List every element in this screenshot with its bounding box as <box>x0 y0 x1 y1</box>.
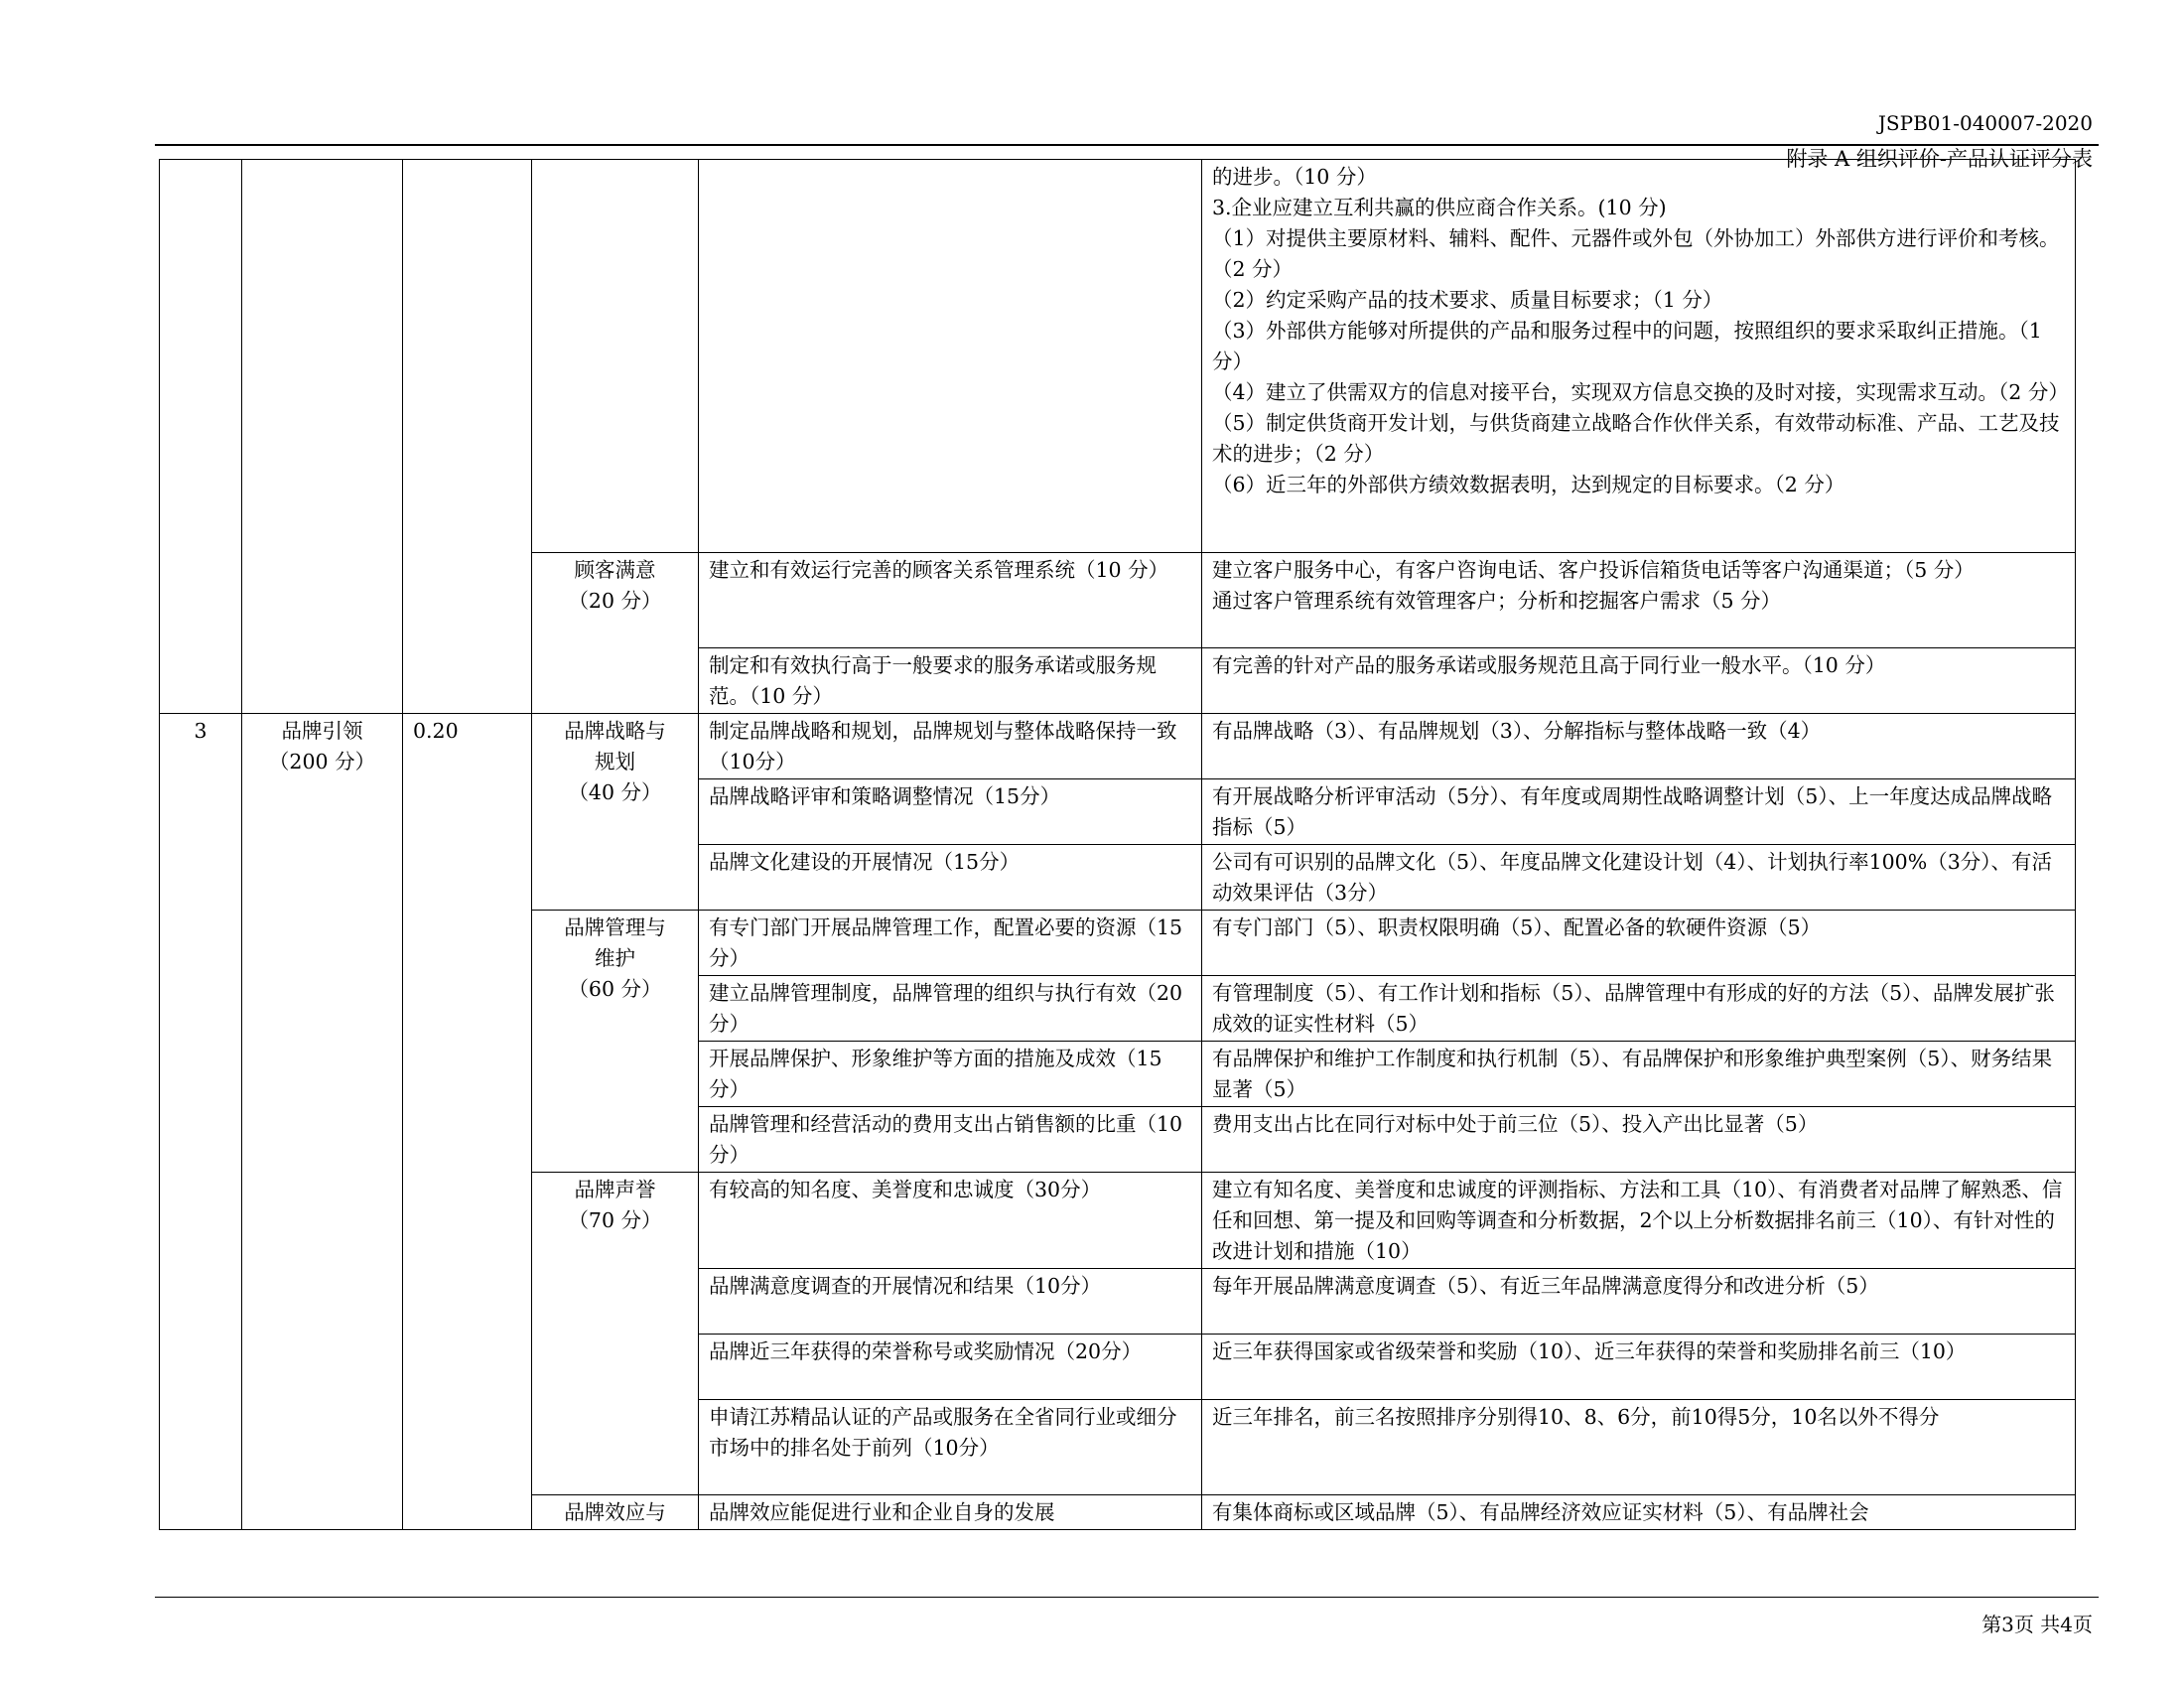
scoring-cell <box>1202 553 2076 648</box>
scoring-line: 的进步。（10 分） <box>1212 165 1377 189</box>
scoring-cell <box>1202 1107 2076 1173</box>
criterion-text: 制定和有效执行高于一般要求的服务承诺或服务规范。（10 分） <box>709 653 1157 708</box>
criterion-text: 品牌管理和经营活动的费用支出占销售额的比重（10分） <box>709 1112 1183 1167</box>
footer-rule <box>155 1597 2099 1598</box>
sub-item-cell: 品牌战略与 规划 （40 分） <box>532 714 699 911</box>
scoring-cell <box>1202 911 2076 976</box>
criterion-cell <box>699 845 1202 911</box>
criterion-text: 建立和有效运行完善的顾客关系管理系统（10 分） <box>709 558 1169 582</box>
criterion-cell <box>699 779 1202 845</box>
criterion-text: 品牌效应能促进行业和企业自身的发展 <box>709 1500 1055 1524</box>
scoring-line: 有品牌战略（3）、有品牌规划（3）、分解指标与整体战略一致（4） <box>1212 719 1822 743</box>
scoring-line: （4）建立了供需双方的信息对接平台，实现双方信息交换的及时对接，实现需求互动。（2 分） <box>1212 380 2069 404</box>
scoring-line: 近三年获得国家或省级荣誉和奖励（10）、近三年获得的荣誉和奖励排名前三（10） <box>1212 1339 1967 1363</box>
criterion-text: 建立品牌管理制度，品牌管理的组织与执行有效（20分） <box>709 981 1183 1036</box>
criterion-cell <box>699 648 1202 714</box>
scoring-line: 有专门部门（5）、职责权限明确（5）、配置必备的软硬件资源（5） <box>1212 915 1822 939</box>
scoring-cell <box>1202 1173 2076 1269</box>
criterion-cell <box>699 160 1202 553</box>
scoring-line: （2）约定采购产品的技术要求、质量目标要求；（1 分） <box>1212 288 1723 312</box>
item-number-cell <box>160 160 242 714</box>
criterion-text: 开展品牌保护、形象维护等方面的措施及成效（15分） <box>709 1047 1162 1101</box>
criterion-cell <box>699 553 1202 648</box>
sub-item-cell: 品牌管理与 维护 （60 分） <box>532 911 699 1173</box>
criterion-cell <box>699 1335 1202 1400</box>
weight-cell <box>403 160 532 714</box>
scoring-line: 有完善的针对产品的服务承诺或服务规范且高于同行业一般水平。（10 分） <box>1212 653 1886 677</box>
scoring-line: 通过客户管理系统有效管理客户；分析和挖掘客户需求（5 分） <box>1212 589 1782 613</box>
criterion-cell <box>699 1173 1202 1269</box>
scoring-cell <box>1202 1269 2076 1335</box>
scoring-line: 近三年排名，前三名按照排序分别得10、8、6分，前10得5分，10名以外不得分 <box>1212 1405 1940 1429</box>
criterion-text: 品牌满意度调查的开展情况和结果（10分） <box>709 1274 1102 1298</box>
scoring-line: 费用支出占比在同行对标中处于前三位（5）、投入产出比显著（5） <box>1212 1112 1819 1136</box>
scoring-line: 有集体商标或区域品牌（5）、有品牌经济效应证实材料（5）、有品牌社会 <box>1212 1500 1869 1524</box>
scoring-table-body <box>160 160 2076 1530</box>
criterion-cell <box>699 1042 1202 1107</box>
criterion-cell <box>699 714 1202 779</box>
scoring-line: （6）近三年的外部供方绩效数据表明，达到规定的目标要求。（2 分） <box>1212 473 1845 496</box>
document-code: JSPB01-040007-2020 <box>1877 111 2093 135</box>
item-name-cell: 品牌引领 （200 分） <box>242 714 403 1530</box>
item-name-cell <box>242 160 403 714</box>
criterion-cell <box>699 1495 1202 1530</box>
criterion-cell <box>699 1400 1202 1495</box>
scoring-table <box>159 159 2076 1530</box>
sub-item-cell: 顾客满意 （20 分） <box>532 553 699 714</box>
criterion-text: 品牌战略评审和策略调整情况（15分） <box>709 784 1061 808</box>
scoring-line: 有品牌保护和维护工作制度和执行机制（5）、有品牌保护和形象维护典型案例（5）、财务结果显著（5） <box>1212 1047 2053 1101</box>
scoring-cell <box>1202 1042 2076 1107</box>
scoring-cell <box>1202 648 2076 714</box>
scoring-line: 建立客户服务中心，有客户咨询电话、客户投诉信箱货电话等客户沟通渠道；（5 分） <box>1212 558 1975 582</box>
scoring-cell <box>1202 714 2076 779</box>
scoring-cell <box>1202 1335 2076 1400</box>
scoring-line: 公司有可识别的品牌文化（5）、年度品牌文化建设计划（4）、计划执行率100%（3分）、有活动效果评估（3分） <box>1212 850 2052 905</box>
page-number: 第3页 共4页 <box>1981 1613 2093 1636</box>
criterion-text: 制定品牌战略和规划，品牌规划与整体战略保持一致（10分） <box>709 719 1177 774</box>
criterion-text: 有专门部门开展品牌管理工作，配置必要的资源（15分） <box>709 915 1183 970</box>
scoring-cell <box>1202 976 2076 1042</box>
scoring-line: 每年开展品牌满意度调查（5）、有近三年品牌满意度得分和改进分析（5） <box>1212 1274 1879 1298</box>
scoring-line: （5）制定供货商开发计划，与供货商建立战略合作伙伴关系，有效带动标准、产品、工艺及技术的进步；（2 分） <box>1212 411 2060 466</box>
sub-item-cell: 品牌声誉 （70 分） <box>532 1173 699 1495</box>
criterion-cell <box>699 1107 1202 1173</box>
scoring-cell <box>1202 845 2076 911</box>
table-row <box>160 160 2076 553</box>
scoring-cell <box>1202 1495 2076 1530</box>
criterion-text: 申请江苏精品认证的产品或服务在全省同行业或细分市场中的排名处于前列（10分） <box>709 1405 1177 1460</box>
criterion-text: 品牌文化建设的开展情况（15分） <box>709 850 1021 874</box>
table-row <box>160 714 2076 779</box>
scoring-cell <box>1202 779 2076 845</box>
sub-item-cell <box>532 160 699 553</box>
scoring-line: （3）外部供方能够对所提供的产品和服务过程中的问题，按照组织的要求采取纠正措施。（1 分） <box>1212 319 2042 373</box>
weight-cell: 0.20 <box>403 714 532 1530</box>
scoring-line: 有开展战略分析评审活动（5分）、有年度或周期性战略调整计划（5）、上一年度达成品牌战略指标（5） <box>1212 784 2053 839</box>
scoring-line: （1）对提供主要原材料、辅料、配件、元器件或外包（外协加工）外部供方进行评价和考核。（2 分） <box>1212 226 2060 281</box>
criterion-cell <box>699 976 1202 1042</box>
criterion-cell <box>699 1269 1202 1335</box>
appendix-title: 附录 A 组织评价-产品认证评分表 <box>1786 147 2093 171</box>
scoring-line: 有管理制度（5）、有工作计划和指标（5）、品牌管理中有形成的好的方法（5）、品牌发展扩张成效的证实性材料（5） <box>1212 981 2055 1036</box>
item-number-cell: 3 <box>160 714 242 1530</box>
scoring-cell <box>1202 1400 2076 1495</box>
criterion-text: 品牌近三年获得的荣誉称号或奖励情况（20分） <box>709 1339 1143 1363</box>
criterion-text: 有较高的知名度、美誉度和忠诚度（30分） <box>709 1178 1102 1201</box>
scoring-cell <box>1202 160 2076 553</box>
scoring-line: 建立有知名度、美誉度和忠诚度的评测指标、方法和工具（10）、有消费者对品牌了解熟悉、信任和回想、第一提及和回购等调查和分析数据，2个以上分析数据排名前三（10）、有针对性的改进计划和措施（10） <box>1212 1178 2063 1263</box>
sub-item-cell: 品牌效应与 <box>532 1495 699 1530</box>
header-rule <box>155 144 2099 146</box>
criterion-cell <box>699 911 1202 976</box>
scoring-line: 3.企业应建立互利共赢的供应商合作关系。(10 分) <box>1212 196 1667 219</box>
